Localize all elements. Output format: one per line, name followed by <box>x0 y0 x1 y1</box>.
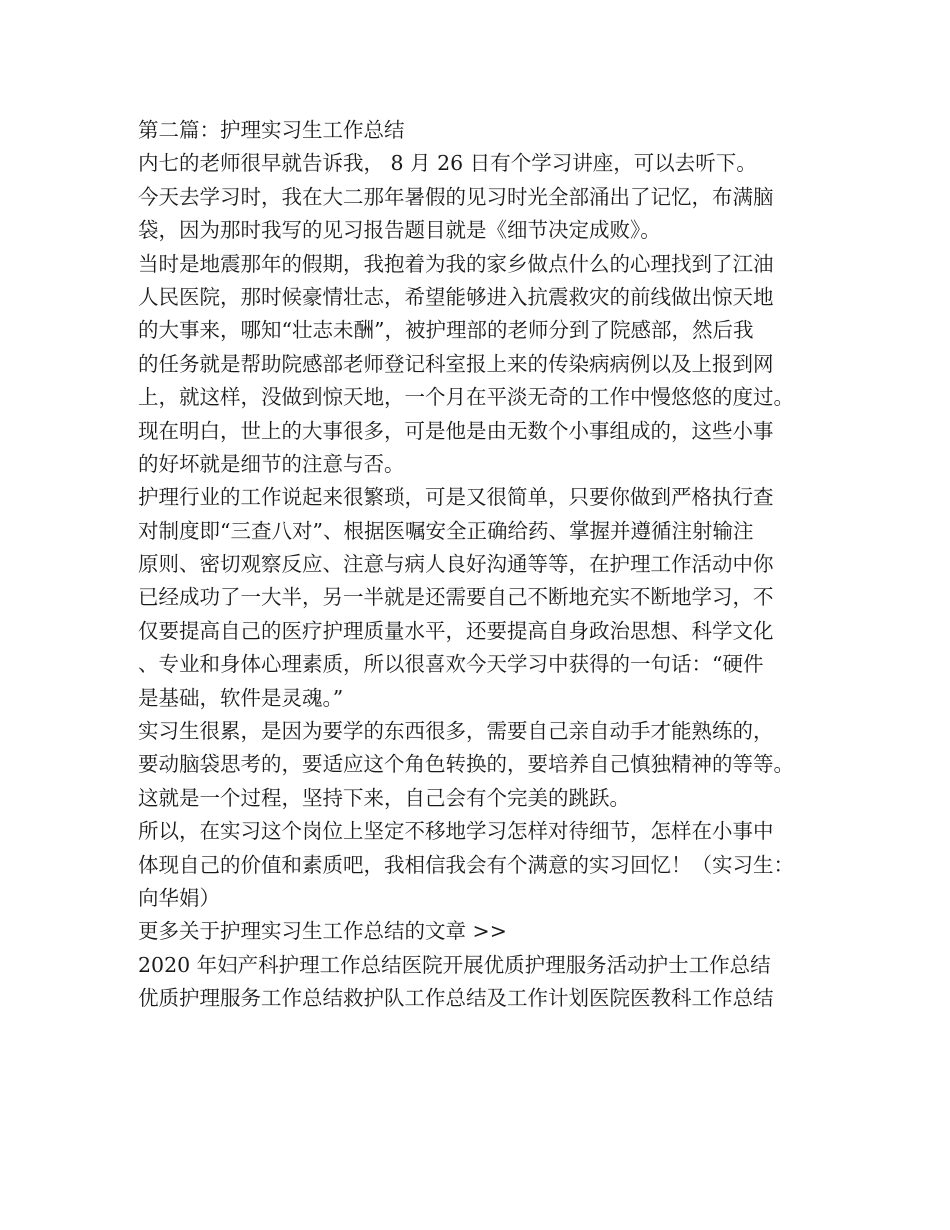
paragraph-line: 内七的老师很早就告诉我， 8 月 26 日有个学习讲座，可以去听下。 <box>138 151 757 176</box>
paragraph-line: 袋，因为那时我写的见习报告题目就是《细节决定成败》。 <box>138 218 661 243</box>
paragraph-line: 向华娟） <box>138 885 220 910</box>
paragraph-line: 上，就这样，没做到惊天地，一个月在平淡无奇的工作中慢悠悠的度过。 <box>138 385 794 410</box>
paragraph-line: 要动脑袋思考的，要适应这个角色转换的，要培养自己慎独精神的等等。 <box>138 752 794 777</box>
document-body <box>138 114 838 1016</box>
paragraph-line: 今天去学习时，我在大二那年暑假的见习时光全部涌出了记忆，布满脑 <box>138 184 774 209</box>
paragraph-line: 所以，在实习这个岗位上坚定不移地学习怎样对待细节，怎样在小事中 <box>138 819 774 844</box>
related-articles-line: 优质护理服务工作总结救护队工作总结及工作计划医院医教科工作总结 <box>138 986 774 1011</box>
paragraph-line: 护理行业的工作说起来很繁琐，可是又很简单，只要你做到严格执行查 <box>138 485 774 510</box>
paragraph-line: 的好坏就是细节的注意与否。 <box>138 451 405 476</box>
section-heading: 第二篇：护理实习生工作总结 <box>138 118 405 142</box>
related-articles-heading: 更多关于护理实习生工作总结的文章 >> <box>138 919 507 944</box>
paragraph-line: 人民医院，那时候豪情壮志，希望能够进入抗震救灾的前线做出惊天地 <box>138 284 774 309</box>
paragraph-line: 是基础，软件是灵魂。” <box>138 685 344 710</box>
paragraph-line: 、专业和身体心理素质，所以很喜欢今天学习中获得的一句话：“硬件 <box>138 652 764 677</box>
paragraph-line: 这就是一个过程，坚持下来，自己会有个完美的跳跃。 <box>138 785 630 810</box>
paragraph-line: 对制度即“三查八对”、根据医嘱安全正确给药、掌握并遵循注射输注 <box>138 518 754 543</box>
paragraph-line: 体现自己的价值和素质吧，我相信我会有个满意的实习回忆！（实习生： <box>138 852 794 877</box>
paragraph-line: 原则、密切观察反应、注意与病人良好沟通等等，在护理工作活动中你 <box>138 552 774 577</box>
related-articles-line: 2020 年妇产科护理工作总结医院开展优质护理服务活动护士工作总结 <box>138 952 771 977</box>
paragraph-line: 的大事来，哪知“壮志未酬”，被护理部的老师分到了院感部，然后我 <box>138 318 754 343</box>
paragraph-line: 仅要提高自己的医疗护理质量水平，还要提高自身政治思想、科学文化 <box>138 618 774 643</box>
paragraph-line: 现在明白，世上的大事很多，可是他是由无数个小事组成的，这些小事 <box>138 418 774 443</box>
paragraph-line: 当时是地震那年的假期，我抱着为我的家乡做点什么的心理找到了江油 <box>138 251 774 276</box>
paragraph-line: 的任务就是帮助院感部老师登记科室报上来的传染病病例以及上报到网 <box>138 351 774 376</box>
paragraph-line: 已经成功了一大半，另一半就是还需要自己不断地充实不断地学习，不 <box>138 585 774 610</box>
paragraph-line: 实习生很累，是因为要学的东西很多，需要自己亲自动手才能熟练的， <box>138 719 774 744</box>
